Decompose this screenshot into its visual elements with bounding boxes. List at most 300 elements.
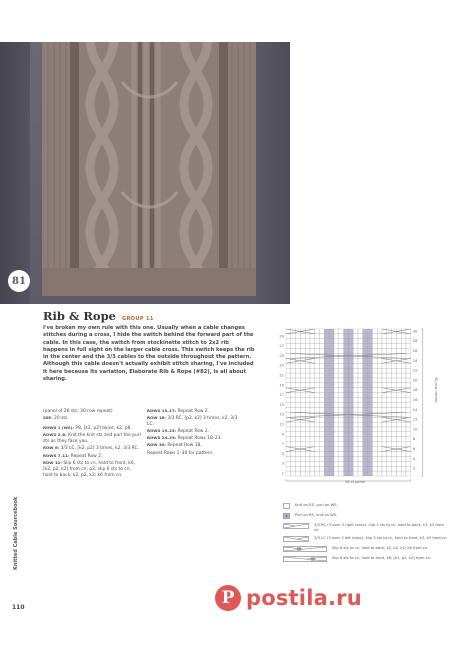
chart-cell-knit <box>372 412 377 417</box>
chart-cell-purl <box>368 373 373 378</box>
chart-cell-purl <box>344 403 349 408</box>
chart-cell-knit <box>305 471 310 476</box>
chart-cell-knit <box>305 344 310 349</box>
chart-cell-knit <box>320 403 325 408</box>
chart-cell-purl <box>363 393 368 398</box>
chart-cell-knit <box>339 456 344 461</box>
chart-cell-knit <box>320 349 325 354</box>
chart-cell-knit <box>372 393 377 398</box>
chart-cell-knit <box>401 456 406 461</box>
chart-cell-knit <box>358 471 363 476</box>
chart-cell-knit <box>401 471 406 476</box>
chart-cell-purl <box>329 422 334 427</box>
chart-cell-purl <box>348 437 353 442</box>
chart-cell-knit <box>286 452 291 457</box>
chart-cell-knit <box>396 427 401 432</box>
chart-cell-knit <box>358 349 363 354</box>
chart-cell-knit <box>291 471 296 476</box>
chart-cell-knit <box>396 452 401 457</box>
chart-cell-knit <box>291 432 296 437</box>
chart-cell-knit <box>296 471 301 476</box>
chart-row-number: 28 <box>412 339 418 344</box>
chart-cell-purl <box>324 368 329 373</box>
chart-cell-knit <box>382 349 387 354</box>
chart-cell-purl <box>363 412 368 417</box>
chart-cell-knit <box>334 452 339 457</box>
chart-cell-purl <box>348 447 353 452</box>
photo-background-left <box>0 42 30 304</box>
chart-cell-knit <box>320 427 325 432</box>
chart-cell-knit <box>305 349 310 354</box>
chart-cell-knit <box>334 339 339 344</box>
chart-cell-knit <box>372 383 377 388</box>
chart-cell-knit <box>353 339 358 344</box>
chart-cell-knit <box>358 461 363 466</box>
chart-cell-knit <box>315 461 320 466</box>
chart-cell-purl <box>344 383 349 388</box>
key-item: Knit on RS, purl on WS. <box>283 503 448 509</box>
chart-cell-knit <box>339 432 344 437</box>
chart-cell-knit <box>406 442 411 447</box>
chart-cell-purl <box>368 437 373 442</box>
chart-cell-purl <box>329 437 334 442</box>
chart-cell-knit <box>377 417 382 422</box>
chart-cell-purl <box>348 432 353 437</box>
chart-cell-knit <box>286 398 291 403</box>
chart-cell-knit <box>300 442 305 447</box>
chart-cell-purl <box>344 393 349 398</box>
watermark-logo-icon: P <box>215 585 241 611</box>
chart-cell-purl <box>344 466 349 471</box>
chart-cell-knit <box>296 442 301 447</box>
chart-cell-purl <box>348 398 353 403</box>
chart-cell-knit <box>406 373 411 378</box>
chart-cell-knit <box>320 393 325 398</box>
chart-cell-knit <box>300 407 305 412</box>
chart-cell-knit <box>382 368 387 373</box>
chart-cell-knit <box>353 388 358 393</box>
chart-cell-purl <box>363 403 368 408</box>
chart-cell-purl <box>329 339 334 344</box>
chart-cell-purl <box>329 407 334 412</box>
chart-cell-knit <box>315 378 320 383</box>
chart-cell-knit <box>305 363 310 368</box>
chart-cell-knit <box>406 407 411 412</box>
chart-cell-purl <box>324 471 329 476</box>
chart-cell-purl <box>329 412 334 417</box>
chart-cell-knit <box>396 339 401 344</box>
chart-cell-knit <box>305 461 310 466</box>
chart-cell-purl <box>368 383 373 388</box>
chart-cell-knit <box>320 368 325 373</box>
chart-cell-knit <box>396 471 401 476</box>
chart-cell-purl <box>368 447 373 452</box>
chart-cell-knit <box>382 344 387 349</box>
chart-cell-knit <box>334 447 339 452</box>
chart-cell-knit <box>372 466 377 471</box>
chart-cell-knit <box>358 354 363 359</box>
chart-cell-knit <box>382 466 387 471</box>
chart-caption: 26-st panel <box>344 480 366 484</box>
chart-cell-knit <box>406 466 411 471</box>
chart-cell-knit <box>358 334 363 339</box>
chart-cell-knit <box>406 412 411 417</box>
chart-cell-knit <box>296 339 301 344</box>
chart-cell-knit <box>396 437 401 442</box>
chart-cell-knit <box>296 412 301 417</box>
chart-cell-knit <box>353 466 358 471</box>
chart-cell-knit <box>387 427 392 432</box>
chart-cell-purl <box>368 398 373 403</box>
chart-cell-knit <box>392 363 397 368</box>
chart-cell-purl <box>368 461 373 466</box>
chart-cell-purl <box>368 452 373 457</box>
chart-cell-knit <box>296 422 301 427</box>
chart-cell-purl <box>363 378 368 383</box>
chart-cell-knit <box>387 344 392 349</box>
chart-cell-knit <box>372 388 377 393</box>
chart-cell-knit <box>382 339 387 344</box>
chart-cell-knit <box>291 403 296 408</box>
chart-cell-knit <box>310 393 315 398</box>
chart-cell-knit <box>382 422 387 427</box>
chart-cell-knit <box>296 349 301 354</box>
chart-cell-knit <box>286 354 291 359</box>
chart-cell-knit <box>396 368 401 373</box>
chart-cell-knit <box>377 339 382 344</box>
chart-cell-knit <box>358 437 363 442</box>
chart-cell-knit <box>372 432 377 437</box>
chart-cell-knit <box>396 378 401 383</box>
chart-cell-knit <box>372 417 377 422</box>
chart-cell-purl <box>329 373 334 378</box>
chart-cell-knit <box>392 368 397 373</box>
chart-cell-knit <box>315 427 320 432</box>
chart-cell-knit <box>372 363 377 368</box>
chart-row-number: 1 <box>281 471 284 476</box>
stitch-chart <box>268 325 442 485</box>
chart-cell-knit <box>406 398 411 403</box>
key-item: Slip 6 sts to cn, hold to back, k2, p2, k2; k6 from cn. <box>283 546 448 552</box>
chart-cell-knit <box>334 398 339 403</box>
chart-cell-purl <box>363 417 368 422</box>
chart-cell-knit <box>372 437 377 442</box>
chart-cell-knit <box>339 466 344 471</box>
chart-cell-knit <box>377 398 382 403</box>
chart-cell-knit <box>291 398 296 403</box>
chart-cell-knit <box>310 373 315 378</box>
chart-cell-knit <box>305 339 310 344</box>
chart-cell-knit <box>320 417 325 422</box>
chart-cell-purl <box>348 461 353 466</box>
chart-cell-knit <box>315 344 320 349</box>
chart-cell-knit <box>353 432 358 437</box>
chart-cell-purl <box>368 466 373 471</box>
chart-cell-knit <box>387 432 392 437</box>
chart-cell-knit <box>291 378 296 383</box>
chart-cell-purl <box>368 422 373 427</box>
chart-cell-knit <box>372 398 377 403</box>
cable-3-3-lc-icon <box>283 536 309 542</box>
pattern-heading <box>43 309 283 323</box>
chart-cell-knit <box>300 344 305 349</box>
chart-cell-knit <box>310 398 315 403</box>
chart-cell-knit <box>377 461 382 466</box>
chart-cell-knit <box>396 373 401 378</box>
chart-cell-purl <box>324 344 329 349</box>
chart-cell-knit <box>377 373 382 378</box>
chart-cell-knit <box>305 373 310 378</box>
chart-cell-knit <box>382 461 387 466</box>
chart-cell-knit <box>305 422 310 427</box>
chart-cell-knit <box>310 471 315 476</box>
chart-cell-purl <box>363 447 368 452</box>
chart-cell-purl <box>363 388 368 393</box>
cable-12-st-front-icon <box>283 556 327 562</box>
chart-cell-knit <box>406 334 411 339</box>
chart-cell-knit <box>401 334 406 339</box>
pattern-intro: I've broken my own rule with this one. Usually when a cable changes stitches during a cross, I hide the switch behind the forward part of the cable. In this case, the switch from stockinette stitch to 2x2 rib happens in full sight on the larger cable cross. This switch keeps the rib in the center and the 3/3 cables to the outside throughout the pattern. Although this cable doesn't actually exhibit stitch sharing, I've included it here because its variation, Elaborate Rib & Rope (#82), is all about sharing. <box>43 325 255 383</box>
chart-cell-knit <box>291 373 296 378</box>
chart-cell-knit <box>387 349 392 354</box>
instructions-column-2 <box>147 408 245 457</box>
chart-cell-knit <box>392 339 397 344</box>
chart-cell-knit <box>358 388 363 393</box>
chart-cell-knit <box>387 442 392 447</box>
chart-cell-knit <box>286 383 291 388</box>
chart-cell-knit <box>339 363 344 368</box>
chart-cell-knit <box>286 344 291 349</box>
chart-row-number: 7 <box>281 442 284 447</box>
chart-row-number: 19 <box>279 383 284 388</box>
chart-cell-knit <box>396 412 401 417</box>
chart-cell-knit <box>382 403 387 408</box>
chart-cell-knit <box>300 349 305 354</box>
knitted-swatch <box>42 42 256 296</box>
chart-cell-knit <box>372 334 377 339</box>
chart-cell-knit <box>334 422 339 427</box>
chart-cell-purl <box>324 452 329 457</box>
chart-cell-knit <box>406 378 411 383</box>
chart-cell-knit <box>358 373 363 378</box>
chart-cell-knit <box>387 378 392 383</box>
chart-cell-purl <box>329 334 334 339</box>
chart-cell-knit <box>382 437 387 442</box>
chart-cell-knit <box>286 378 291 383</box>
chart-cell-knit <box>353 363 358 368</box>
chart-cell-purl <box>329 471 334 476</box>
chart-cell-purl <box>368 442 373 447</box>
chart-cell-purl <box>344 368 349 373</box>
chart-cell-knit <box>320 383 325 388</box>
chart-row-number: 18 <box>412 388 418 393</box>
chart-cell-knit <box>387 398 392 403</box>
chart-cell-purl <box>368 403 373 408</box>
chart-cell-knit <box>300 363 305 368</box>
chart-cell-knit <box>382 456 387 461</box>
chart-cell-knit <box>358 417 363 422</box>
chart-cell-knit <box>339 344 344 349</box>
chart-cell-knit <box>372 447 377 452</box>
chart-cell-knit <box>396 334 401 339</box>
chart-cell-knit <box>320 437 325 442</box>
chart-cell-knit <box>334 471 339 476</box>
chart-cell-knit <box>396 363 401 368</box>
chart-cell-purl <box>324 393 329 398</box>
chart-cell-knit <box>296 466 301 471</box>
chart-cell-knit <box>392 393 397 398</box>
chart-cell-knit <box>382 427 387 432</box>
chart-cell-purl <box>368 427 373 432</box>
chart-cell-knit <box>353 442 358 447</box>
chart-cell-knit <box>300 466 305 471</box>
chart-cell-knit <box>396 344 401 349</box>
chart-cell-purl <box>363 471 368 476</box>
chart-cell-knit <box>296 456 301 461</box>
chart-cell-knit <box>406 427 411 432</box>
chart-cell-purl <box>348 452 353 457</box>
instruction-line: ROWS 1 (WS): P8, [k2, p2] twice, k2, p8. <box>43 425 132 432</box>
chart-cell-knit <box>305 456 310 461</box>
chart-cell-knit <box>353 471 358 476</box>
chart-cell-purl <box>363 456 368 461</box>
chart-cell-knit <box>334 403 339 408</box>
chart-cell-knit <box>339 358 344 363</box>
chart-cell-knit <box>305 427 310 432</box>
chart-cell-purl <box>324 447 329 452</box>
chart-cell-knit <box>392 471 397 476</box>
chart-cell-purl <box>363 452 368 457</box>
chart-cell-purl <box>348 422 353 427</box>
chart-cell-knit <box>377 363 382 368</box>
chart-cell-knit <box>305 403 310 408</box>
chart-cell-knit <box>300 339 305 344</box>
chart-cell-purl <box>344 471 349 476</box>
chart-cell-knit <box>291 461 296 466</box>
chart-cell-knit <box>320 447 325 452</box>
chart-row-number: 16 <box>412 398 418 402</box>
chart-cell-purl <box>363 383 368 388</box>
chart-cell-knit <box>310 427 315 432</box>
chart-cell-knit <box>382 334 387 339</box>
chart-cell-knit <box>305 334 310 339</box>
chart-cell-knit <box>320 432 325 437</box>
chart-cell-knit <box>291 466 296 471</box>
chart-cell-knit <box>358 363 363 368</box>
chart-cell-knit <box>300 422 305 427</box>
chart-cell-knit <box>320 329 325 334</box>
chart-cell-knit <box>334 373 339 378</box>
chart-cell-knit <box>401 432 406 437</box>
chart-cell-purl <box>363 427 368 432</box>
chart-cell-purl <box>368 471 373 476</box>
chart-cell-knit <box>406 452 411 457</box>
chart-cell-knit <box>315 383 320 388</box>
chart-cell-knit <box>377 393 382 398</box>
chart-cell-knit <box>401 412 406 417</box>
chart-cell-knit <box>387 363 392 368</box>
chart-cell-knit <box>401 452 406 457</box>
chart-cell-knit <box>392 373 397 378</box>
chart-cell-purl <box>348 344 353 349</box>
chart-cell-knit <box>396 422 401 427</box>
chart-cell-knit <box>387 437 392 442</box>
chart-cell-purl <box>368 378 373 383</box>
chart-cell-knit <box>358 398 363 403</box>
chart-cell-purl <box>344 407 349 412</box>
chart-cell-knit <box>401 427 406 432</box>
chart-cell-knit <box>377 334 382 339</box>
chart-cell-knit <box>310 368 315 373</box>
chart-cell-knit <box>291 368 296 373</box>
chart-cell-knit <box>291 437 296 442</box>
instruction-line: ROW 18: 3/3 RC, [p2, k2] 3 times, k2, 3/3 LC. <box>147 415 238 428</box>
chart-cell-knit <box>406 344 411 349</box>
chart-cell-purl <box>329 452 334 457</box>
chart-cell-knit <box>310 363 315 368</box>
chart-cell-knit <box>353 349 358 354</box>
chart-cell-knit <box>372 471 377 476</box>
chart-cell-purl <box>344 427 349 432</box>
chart-cell-knit <box>358 456 363 461</box>
chart-cell-knit <box>320 442 325 447</box>
chart-cell-knit <box>296 398 301 403</box>
chart-cell-knit <box>339 334 344 339</box>
chart-cell-knit <box>320 452 325 457</box>
chart-cell-knit <box>372 452 377 457</box>
chart-cell-purl <box>329 432 334 437</box>
chart-cell-purl <box>324 437 329 442</box>
chart-row-number: 22 <box>412 368 418 373</box>
chart-cell-purl <box>329 363 334 368</box>
chart-cell-knit <box>334 344 339 349</box>
chart-cell-knit <box>291 442 296 447</box>
chart-cell-knit <box>401 383 406 388</box>
chart-cell-knit <box>286 466 291 471</box>
chart-cell-purl <box>348 407 353 412</box>
chart-cell-knit <box>387 368 392 373</box>
chart-cell-knit <box>291 349 296 354</box>
chart-cell-knit <box>291 354 296 359</box>
chart-cell-knit <box>358 368 363 373</box>
chart-cell-knit <box>320 363 325 368</box>
chart-cell-purl <box>344 417 349 422</box>
chart-cell-purl <box>329 461 334 466</box>
instruction-line: ROWS 2–6: Knit the knit sts and purl the purl sts as they face you. <box>43 432 141 445</box>
chart-cell-knit <box>358 447 363 452</box>
chart-cell-purl <box>344 432 349 437</box>
chart-cell-knit <box>300 378 305 383</box>
chart-cell-knit <box>401 339 406 344</box>
chart-cell-knit <box>353 373 358 378</box>
chart-row-number: 21 <box>279 373 284 378</box>
watermark-text: postila.ru <box>246 586 362 610</box>
chart-row-number: 15 <box>279 402 284 407</box>
chart-cell-knit <box>339 368 344 373</box>
chart-cell-knit <box>315 437 320 442</box>
chart-cell-knit <box>291 452 296 457</box>
pattern-number-badge: 81 <box>8 270 30 292</box>
chart-cell-knit <box>300 461 305 466</box>
chart-cell-knit <box>320 466 325 471</box>
pattern-group-label: GROUP 11 <box>121 316 154 322</box>
chart-cell-knit <box>377 383 382 388</box>
chart-cell-knit <box>291 363 296 368</box>
key-item: 3/3 RC (3 over 3 right cross): Slip 3 sts to cn, hold to back, k3, k3 from cn. <box>283 523 448 532</box>
chart-cell-knit <box>334 412 339 417</box>
chart-cell-knit <box>310 334 315 339</box>
chart-cell-purl <box>368 329 373 334</box>
